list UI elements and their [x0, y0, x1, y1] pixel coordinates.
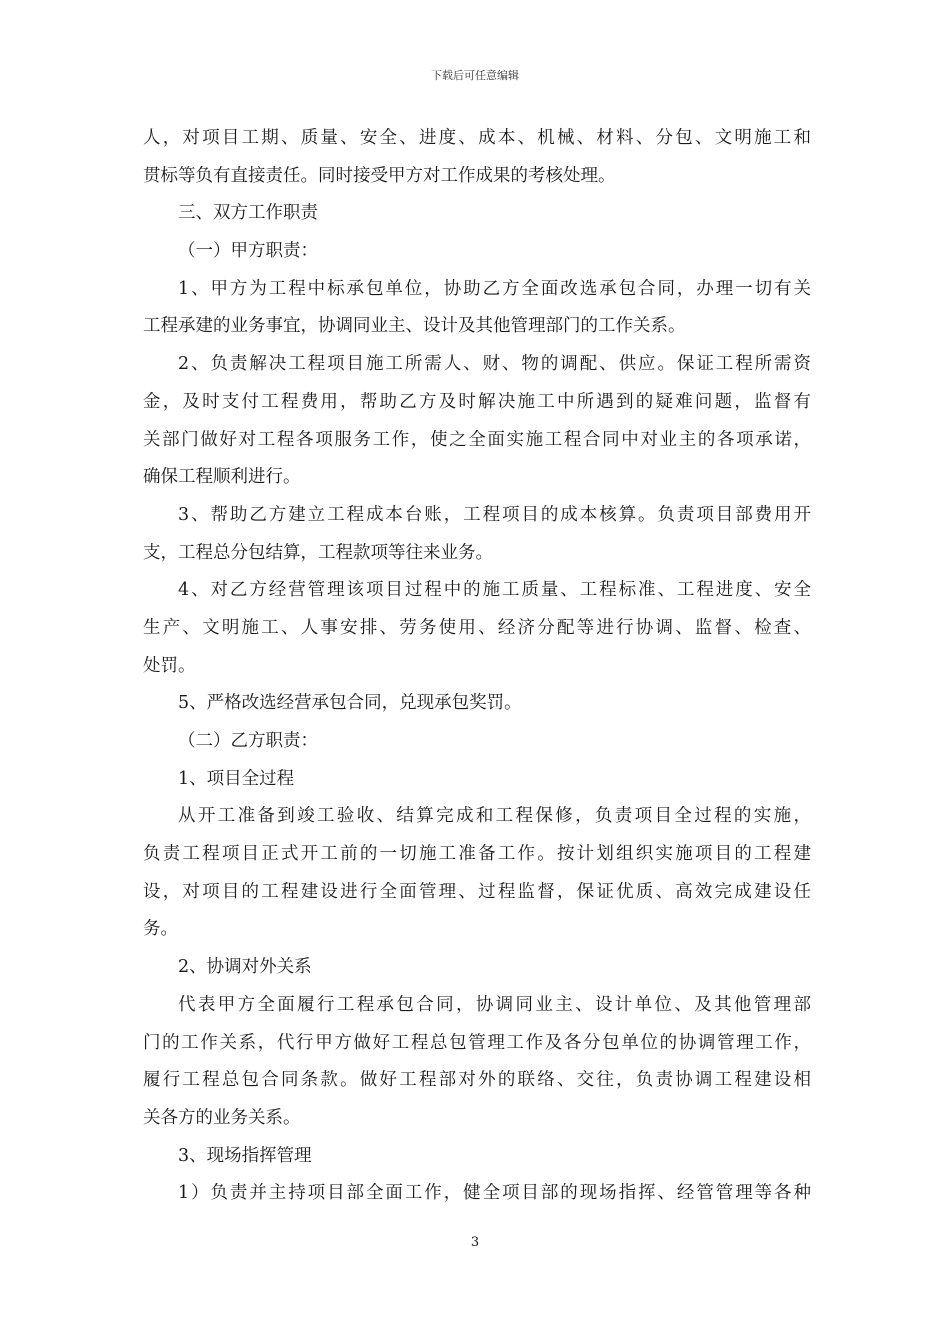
- text-line: 5、严格改选经营承包合同，兑现承包奖罚。: [178, 693, 522, 714]
- text-line: 2、负责解决工程项目施工所需人、财、物的调配、供应。保证工程所需资: [178, 354, 811, 375]
- text-line: 确保工程顺利进行。: [143, 467, 301, 488]
- text-line: 处罚。: [143, 655, 196, 676]
- text-line: 1）负责并主持项目部全面工作，健全项目部的现场指挥、经管管理等各种: [178, 1183, 811, 1204]
- text-line: 支，工程总分包结算，工程款项等往来业务。: [143, 542, 493, 563]
- text-line: 关部门做好对工程各项服务工作，使之全面实施工程合同中对业主的各项承诺，: [143, 429, 811, 450]
- text-line: 3、现场指挥管理: [178, 1145, 312, 1166]
- text-line: 门的工作关系，代行甲方做好工程总包管理工作及各分包单位的协调管理工作，: [143, 1032, 811, 1053]
- text-line: 4、对乙方经营管理该项目过程中的施工质量、工程标准、工程进度、安全: [178, 580, 811, 601]
- text-line: 金，及时支付工程费用，帮助乙方及时解决施工中所遇到的疑难问题，监督有: [143, 391, 811, 412]
- page-header: 下载后可任意编辑: [431, 69, 519, 82]
- text-line: 1、甲方为工程中标承包单位，协助乙方全面改选承包合同，办理一切有关: [178, 278, 811, 299]
- text-line: 履行工程总包合同条款。做好工程部对外的联络、交往，负责协调工程建设相: [143, 1070, 811, 1091]
- text-line: 三、双方工作职责: [178, 203, 318, 224]
- text-line: 负责工程项目正式开工前的一切施工准备工作。按计划组织实施项目的工程建: [143, 844, 811, 865]
- text-line: 贯标等负有直接责任。同时接受甲方对工作成果的考核处理。: [143, 165, 616, 186]
- text-line: 务。: [143, 919, 178, 940]
- text-line: 生产、文明施工、人事安排、劳务使用、经济分配等进行协调、监督、检查、: [143, 617, 811, 638]
- text-line: 设，对项目的工程建设进行全面管理、过程监督，保证优质、高效完成建设任: [143, 881, 811, 902]
- text-line: 工程承建的业务事宜，协调同业主、设计及其他管理部门的工作关系。: [143, 316, 686, 337]
- text-line: （二）乙方职责：: [178, 731, 318, 751]
- text-line: 3、帮助乙方建立工程成本台账，工程项目的成本核算。负责项目部费用开: [178, 504, 811, 525]
- page-number: 3: [470, 1235, 480, 1250]
- text-line: 2、协调对外关系: [178, 957, 312, 978]
- document-body: [143, 120, 811, 1213]
- text-line: 从开工准备到竣工验收、结算完成和工程保修，负责项目全过程的实施，: [178, 806, 811, 827]
- text-line: （一）甲方职责：: [178, 241, 318, 262]
- text-line: 关各方的业务关系。: [143, 1107, 301, 1128]
- text-line: 人，对项目工期、质量、安全、进度、成本、机械、材料、分包、文明施工和: [143, 128, 811, 148]
- text-line: 1、项目全过程: [178, 768, 295, 789]
- text-line: 代表甲方全面履行工程承包合同，协调同业主、设计单位、及其他管理部: [178, 994, 811, 1015]
